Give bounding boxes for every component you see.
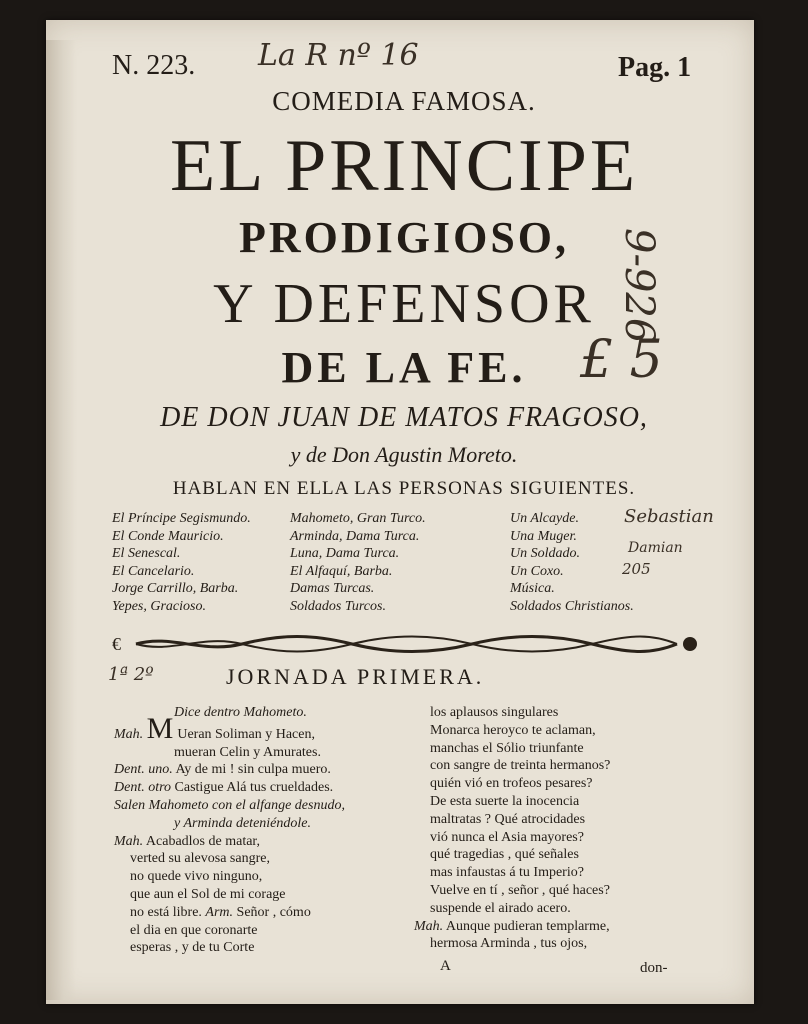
verse-line	[414, 918, 700, 936]
stage-direction: Salen Mahometo con el alfange desnudo,	[114, 797, 345, 813]
document-number: N. 223.	[112, 50, 196, 81]
persona-item: Música.	[510, 581, 555, 597]
manuscript-annotation-jornada: 1ª 2º	[108, 664, 154, 685]
author-line-2: y de Don Agustin Moreto.	[290, 442, 518, 467]
verse-line: hermosa Arminda , tus ojos,	[430, 936, 588, 952]
page-number: Pag. 1	[618, 52, 692, 83]
personas-column-2	[290, 510, 426, 616]
verse-line	[114, 833, 404, 851]
verse-line: quién vió en trofeos pesares?	[430, 776, 593, 792]
verse-line: vió nunca el Asia mayores?	[430, 829, 584, 845]
verse-line: con sangre de treinta hermanos?	[430, 758, 611, 774]
persona-item: Soldados Turcos.	[290, 598, 386, 614]
verse-line: suspende el airado acero.	[430, 900, 571, 916]
persona-item: Mahometo, Gran Turco.	[290, 511, 426, 526]
persona-item: Yepes, Gracioso.	[112, 598, 206, 614]
stage-direction: Dice dentro Mahometo.	[174, 705, 307, 720]
persona-item: Damas Turcas.	[290, 581, 375, 597]
ornament-end-icon	[683, 637, 697, 651]
persona-item: El Conde Mauricio.	[112, 528, 224, 544]
verse-text: Acabadlos de matar,	[145, 833, 261, 849]
persona-item: El Alfaquí, Barba.	[290, 563, 393, 579]
persona-item: El Príncipe Segismundo.	[112, 511, 251, 526]
comedia-heading: COMEDIA FAMOSA.	[272, 86, 536, 116]
verse-line: manchas el Sólio triunfante	[430, 740, 584, 756]
verse-line: maltratas ? Qué atrocidades	[430, 811, 586, 827]
persona-item: El Cancelario.	[112, 563, 195, 579]
verse-line: qué tragedias , qué señales	[430, 847, 579, 863]
verse-line	[114, 904, 404, 922]
verse-line: verted su alevosa sangre,	[130, 851, 270, 867]
verse-line: los aplausos singulares	[430, 705, 559, 720]
speaker: Mah.	[414, 918, 444, 934]
author-line-1: DE DON JUAN DE MATOS FRAGOSO,	[160, 402, 648, 433]
verse-line: no quede vivo ninguno,	[130, 869, 263, 885]
manuscript-annotation-vertical: 9-926	[616, 228, 662, 344]
verse-line: De esta suerte la inocencia	[430, 793, 580, 809]
title-line-2: PRODIGIOSO,	[238, 213, 570, 262]
manuscript-annotation-persona: Damian	[628, 540, 683, 556]
persona-item: Un Alcayde.	[510, 511, 579, 526]
verse-line: Monarca heroyco te aclaman,	[430, 722, 596, 738]
speaker: Mah.	[114, 833, 144, 849]
speaker: Dent. uno.	[114, 762, 173, 778]
verse-text: Ay de mi ! sin culpa muero.	[175, 762, 331, 778]
speaker: Mah.	[114, 726, 144, 742]
stage-direction: y Arminda deteniéndole.	[174, 815, 311, 831]
persona-item: Una Muger.	[510, 528, 577, 544]
verse-line: Vuelve en tí , señor , qué haces?	[430, 882, 610, 898]
persona-item: Jorge Carrillo, Barba.	[112, 581, 239, 597]
personas-column-3	[510, 510, 634, 616]
persona-item: Un Soldado.	[510, 546, 580, 562]
manuscript-annotation-side: £ 5	[580, 330, 663, 390]
jornada-title: JORNADA PRIMERA.	[226, 664, 485, 689]
catchword: don-	[640, 960, 668, 976]
manuscript-annotation-top: La R nº 16	[258, 38, 419, 73]
ornament-end-icon: €	[112, 634, 121, 654]
verse-text: Aunque pudieran templarme,	[445, 918, 610, 934]
verse-text: Ueran Soliman y Hacen,	[177, 726, 315, 742]
personas-heading: HABLAN EN ELLA LAS PERSONAS SIGUIENTES.	[172, 478, 636, 499]
personas-column-1	[112, 510, 251, 616]
persona-item: El Senescal.	[112, 546, 181, 562]
verse-line: el dia en que coronarte	[130, 922, 258, 938]
verse-line	[114, 779, 404, 797]
title-line-4: DE LA FE.	[281, 343, 527, 392]
text-column-right	[414, 704, 700, 953]
persona-item: Un Coxo.	[510, 563, 564, 579]
verse-line: mueran Celin y Amurates.	[174, 744, 321, 760]
persona-item: Arminda, Dama Turca.	[290, 528, 420, 544]
persona-item: Luna, Dama Turca.	[290, 546, 400, 562]
verse-line: esperas , y de tu Corte	[130, 940, 255, 956]
title-line-3: Y DEFENSOR	[213, 273, 595, 335]
verse-line: que aun el Sol de mi corage	[130, 886, 286, 902]
manuscript-annotation-persona: Sebastian	[624, 506, 714, 527]
speaker: Arm.	[205, 904, 234, 920]
persona-item: Soldados Christianos.	[510, 598, 634, 614]
speaker: Dent. otro	[114, 780, 172, 796]
verse-text: Señor , cómo	[236, 904, 311, 920]
verse-text: Castigue Alá tus crueldades.	[174, 780, 334, 796]
signature-mark: A	[440, 958, 451, 974]
ornament-divider	[112, 632, 702, 656]
verse-line: mas infaustas á tu Imperio?	[430, 865, 584, 881]
manuscript-annotation-persona: 205	[622, 560, 651, 578]
title-line-1: EL PRINCIPE	[169, 125, 639, 207]
verse-line	[114, 761, 404, 779]
drop-cap: M	[146, 711, 174, 745]
text-column-left	[114, 704, 404, 957]
verse-text: no está libre.	[130, 904, 202, 920]
